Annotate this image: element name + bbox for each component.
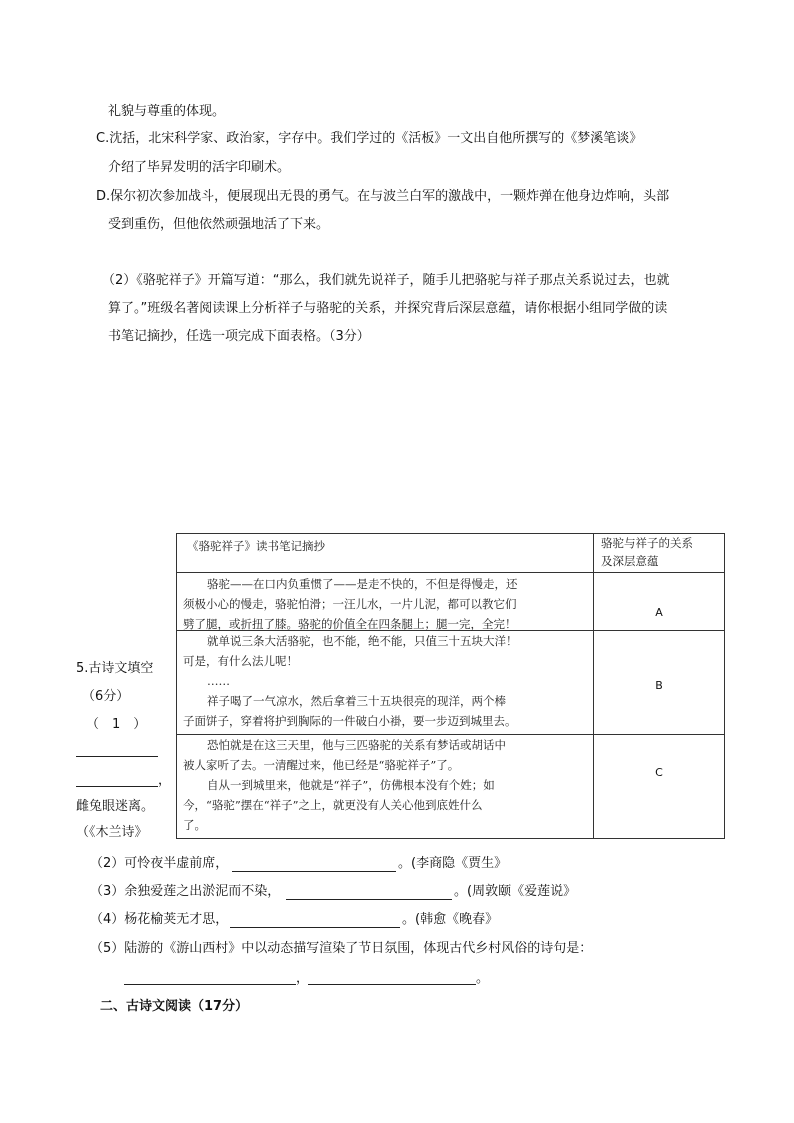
q5-item2-blank[interactable] xyxy=(232,871,396,872)
section-2-heading: 二、古诗文阅读（17分） xyxy=(100,999,249,1014)
q5-item2-prefix: （2）可怜夜半虚前席， xyxy=(90,856,229,871)
option-d-line1: D.保尔初次参加战斗，便展现出无畏的勇气。在与波兰白军的激战中，一颗炸弹在他身边炸响，头部 xyxy=(96,189,670,204)
table-row-divider xyxy=(177,572,724,573)
question2-line1: （2）《骆驼祥子》开篇写道：“那么，我们就先说祥子，随手儿把骆驼与祥子那点关系说过去，也就 xyxy=(102,273,670,288)
option-c-line1: C.沈括，北宋科学家、政治家，字存中。我们学过的《活板》一文出自他所撰写的《梦溪笔谈》 xyxy=(96,131,643,146)
q5-sub1-blank-1[interactable] xyxy=(76,756,158,757)
option-d-line2: 受到重伤，但他依然顽强地活了下来。 xyxy=(108,217,330,232)
answer-cell-a[interactable]: A xyxy=(655,606,663,619)
q5-title: 5.古诗文填空 xyxy=(76,661,154,676)
q5-item3-prefix: （3）余独爱莲之出淤泥而不染， xyxy=(90,884,281,899)
q5-item2-suffix: 。(李商隐《贾生》 xyxy=(398,856,508,871)
table-row-2-excerpt: 就单说三条大活骆驼，也不能，绝不能，只值三十五块大洋！ 可是，有什么法儿呢！ …… 祥子喝了一气凉水，然后拿着三十五块很亮的现洋，两个棒 子面饼子，穿着将护到胸际的一件破白小褂，要一步迈到城里去。 xyxy=(183,634,518,728)
reading-notes-table xyxy=(176,533,725,839)
q5-item4-suffix: 。(韩愈《晚春》 xyxy=(402,912,499,927)
option-c-line2: 介绍了毕昇发明的活字印刷术。 xyxy=(108,160,291,175)
q5-item5-end: 。 xyxy=(476,971,490,986)
table-row-1-excerpt: 骆驼——在口内负重惯了——是走不快的，不但是得慢走，还 须极小心的慢走，骆驼怕滑；一汪儿水，一片儿泥，都可以教它们 劈了腿，或折扭了膝。骆驼的价值全在四条腿上；腿一完，全完！ xyxy=(183,577,518,631)
option-b-tail: 礼貌与尊重的体现。 xyxy=(108,104,226,119)
question2-line2: 算了。”班级名著阅读课上分析祥子与骆驼的关系，并探究背后深层意蕴，请你根据小组同学做的读 xyxy=(108,301,668,316)
q5-item5-blank-1[interactable] xyxy=(124,984,296,985)
table-header-right: 骆驼与祥子的关系 及深层意蕴 xyxy=(601,536,693,568)
q5-sub1-label: （ 1 ） xyxy=(86,717,147,732)
q5-item5-blank-2[interactable] xyxy=(308,984,476,985)
q5-item5-prompt: （5）陆游的《游山西村》中以动态描写渲染了节日氛围，体现古代乡村风俗的诗句是： xyxy=(90,941,593,956)
q5-sub1-source: （《木兰诗》 xyxy=(76,825,148,840)
answer-cell-b[interactable]: B xyxy=(655,679,663,692)
q5-item3-blank[interactable] xyxy=(286,899,452,900)
q5-item4-prefix: （4）杨花榆荚无才思， xyxy=(90,912,229,927)
q5-item4-blank[interactable] xyxy=(230,927,400,928)
table-row-3-excerpt: 恐怕就是在这三天里，他与三匹骆驼的关系有梦话或胡话中 被人家听了去。一清醒过来，他已经是“骆驼祥子”了。 自从一到城里来，他就是“祥子”，仿佛根本没有个姓；如 今，“骆驼”摆在“祥子”之上，就更没有人关心他到底姓什么 了。 xyxy=(183,738,506,832)
q5-sub1-tail: 雌兔眼迷离。 xyxy=(76,799,155,814)
q5-score: （6分） xyxy=(82,689,130,704)
table-header-left: 《骆驼祥子》读书笔记摘抄 xyxy=(187,539,325,553)
q5-item5-comma: ， xyxy=(296,971,310,986)
q5-sub1-blank-2[interactable] xyxy=(76,786,158,787)
q5-sub1-comma: ， xyxy=(158,773,172,788)
q5-item3-suffix: 。(周敦颐《爱莲说》 xyxy=(454,884,577,899)
answer-cell-c[interactable]: C xyxy=(655,766,663,779)
question2-line3: 书笔记摘抄，任选一项完成下面表格。（3分） xyxy=(108,329,370,344)
